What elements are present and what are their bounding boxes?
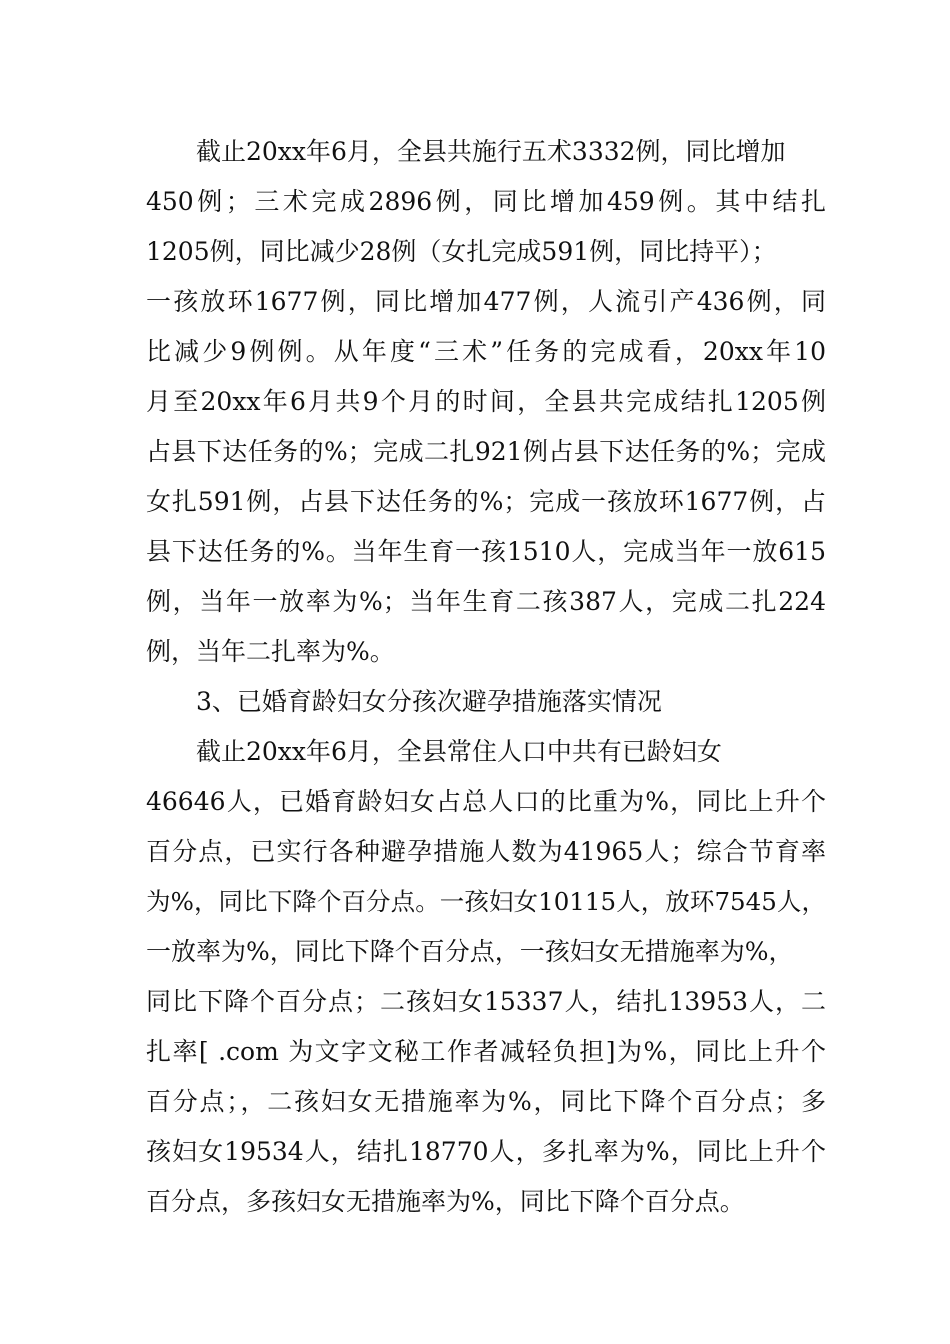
text-line: 46646人，已婚育龄妇女占总人口的比重为%，同比上升个 [146,787,826,816]
text-line: 450例；三术完成2896例，同比增加459例。其中结扎 [146,187,826,216]
text-line: 占县下达任务的%；完成二扎921例占县下达任务的%；完成 [146,437,826,466]
text-line: 例，当年一放率为%；当年生育二孩387人，完成二扎224 [146,587,826,616]
text-line: 例，当年二扎率为%。 [146,637,395,666]
text-line: 扎率[ .com 为文字文秘工作者减轻负担]为%，同比上升个 [146,1037,826,1066]
text-line: 县下达任务的%。当年生育一孩1510人，完成当年一放615 [146,537,826,566]
text-line: 截止20xx年6月，全县共施行五术3332例，同比增加 [146,137,786,166]
text-line: 截止20xx年6月，全县常住人口中共有已龄妇女 [146,737,722,766]
text-line: 一放率为%，同比下降个百分点，一孩妇女无措施率为%， [146,937,794,966]
section-heading: 3、已婚育龄妇女分孩次避孕措施落实情况 [146,687,662,716]
text-line: 1205例，同比减少28例（女扎完成591例，同比持平）； [146,237,777,266]
text-line: 一孩放环1677例，同比增加477例，人流引产436例，同 [146,287,826,316]
text-line: 女扎591例，占县下达任务的%；完成一孩放环1677例，占 [146,487,826,516]
text-line: 孩妇女19534人，结扎18770人，多扎率为%，同比上升个 [146,1137,826,1166]
text-line: 百分点，已实行各种避孕措施人数为41965人；综合节育率 [146,837,826,866]
text-line: 百分点；，二孩妇女无措施率为%，同比下降个百分点；多 [146,1087,826,1116]
text-line: 月至20xx年6月共9个月的时间，全县共完成结扎1205例 [146,387,826,416]
text-line: 百分点，多孩妇女无措施率为%，同比下降个百分点。 [146,1187,745,1216]
text-line: 比减少9例例。从年度“三术”任务的完成看，20xx年10 [146,337,826,366]
text-line: 为%，同比下降个百分点。一孩妇女10115人，放环7545人， [146,887,826,916]
text-line: 同比下降个百分点；二孩妇女15337人，结扎13953人，二 [146,987,826,1016]
